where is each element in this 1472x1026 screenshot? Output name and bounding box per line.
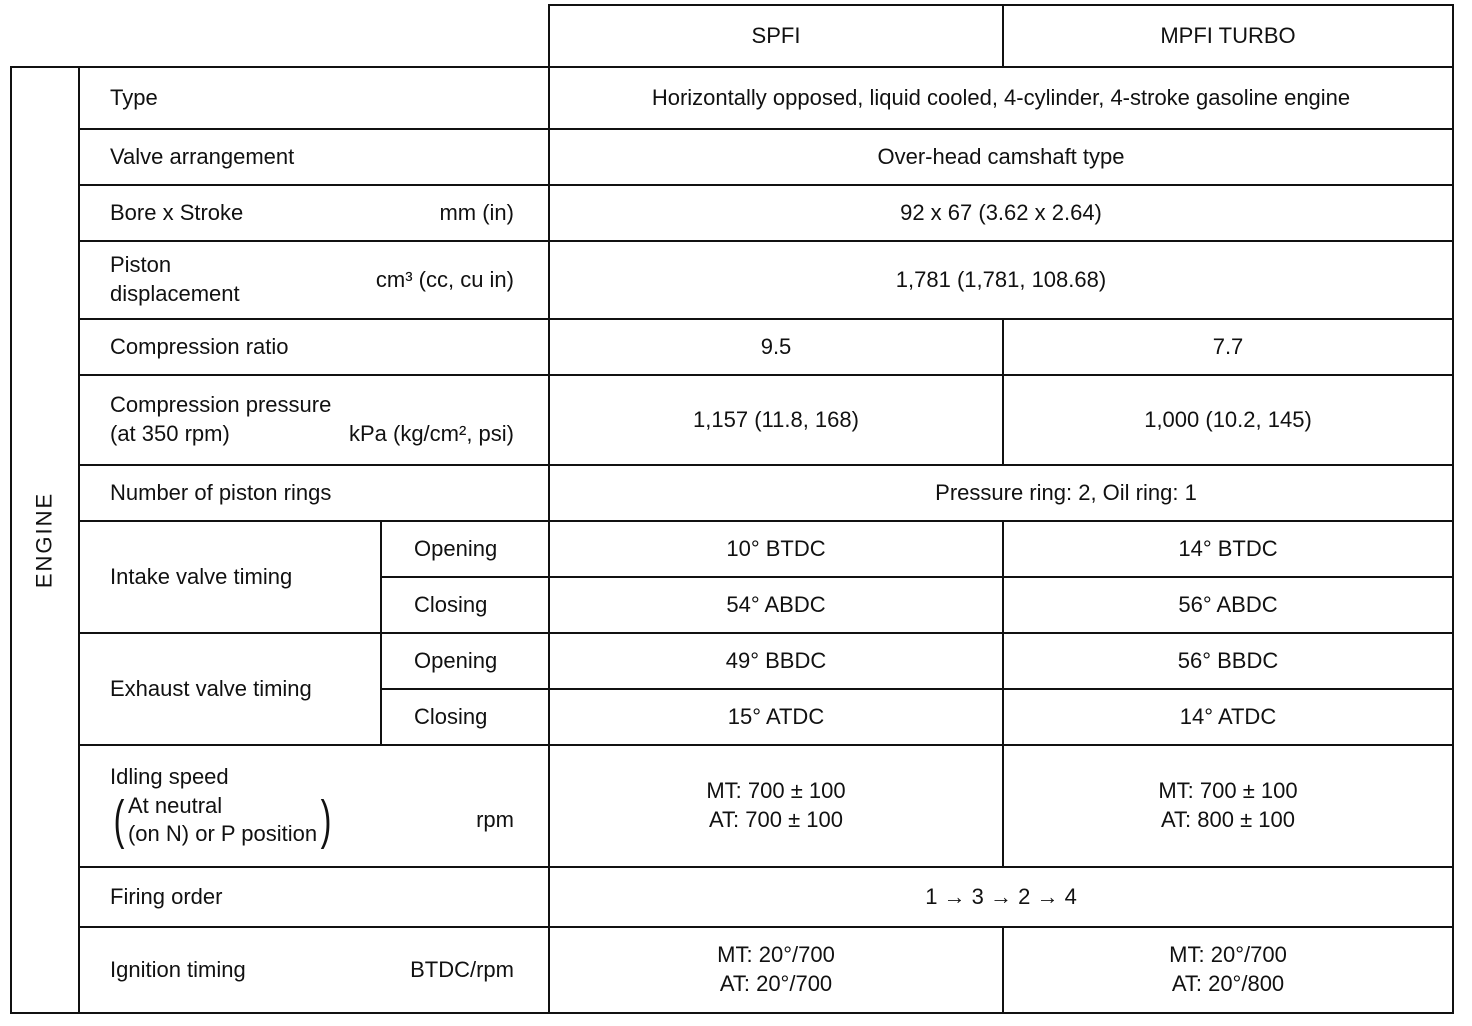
engine-spec-table bbox=[10, 4, 1454, 1014]
idling-speed-spfi bbox=[549, 745, 1003, 867]
idling-note-position: (on N) or P position bbox=[127, 821, 318, 847]
idling-speed-label: Idling speed bbox=[110, 764, 229, 790]
idling-speed-label-cell bbox=[79, 745, 549, 867]
idling-speed-unit: rpm bbox=[476, 807, 514, 832]
ignition-timing-label-cell bbox=[79, 927, 549, 1013]
open-paren-glyph: ( bbox=[113, 790, 125, 851]
ignition-timing-spfi bbox=[549, 927, 1003, 1013]
row-compression-ratio bbox=[11, 319, 1453, 375]
exhaust-opening-turbo: 56° BBDC bbox=[1003, 633, 1453, 689]
row-piston-displacement bbox=[11, 241, 1453, 319]
intake-closing-label: Closing bbox=[381, 577, 549, 633]
exhaust-closing-turbo: 14° ATDC bbox=[1003, 689, 1453, 745]
idling-speed-condition bbox=[110, 792, 335, 849]
row-ignition-timing bbox=[11, 927, 1453, 1013]
exhaust-closing-spfi: 15° ATDC bbox=[549, 689, 1003, 745]
intake-valve-timing-label: Intake valve timing bbox=[79, 521, 381, 633]
firing-order-value: 1 → 3 → 2 → 4 bbox=[549, 867, 1453, 927]
idling-spfi-mt: MT: 700 ± 100 bbox=[706, 778, 846, 804]
compression-ratio-turbo: 7.7 bbox=[1003, 319, 1453, 375]
header-row bbox=[11, 5, 1453, 67]
intake-opening-label: Opening bbox=[381, 521, 549, 577]
compression-pressure-label: Compression pressure bbox=[110, 392, 332, 418]
idling-spfi-at: AT: 700 ± 100 bbox=[709, 807, 843, 832]
intake-opening-spfi: 10° BTDC bbox=[549, 521, 1003, 577]
row-compression-pressure bbox=[11, 375, 1453, 465]
ignition-timing-label: Ignition timing bbox=[110, 956, 246, 982]
piston-rings-value: Pressure ring: 2, Oil ring: 1 bbox=[549, 465, 1453, 521]
valve-arrangement-value: Over-head camshaft type bbox=[549, 129, 1453, 185]
close-paren-glyph: ) bbox=[320, 790, 332, 851]
compression-pressure-label-cell bbox=[79, 375, 549, 465]
row-piston-rings bbox=[11, 465, 1453, 521]
ignition-timing-unit: BTDC/rpm bbox=[410, 956, 514, 982]
displacement-label: displacement bbox=[110, 281, 240, 306]
row-idling-speed bbox=[11, 745, 1453, 867]
compression-pressure-turbo: 1,000 (10.2, 145) bbox=[1003, 375, 1453, 465]
piston-displacement-value: 1,781 (1,781, 108.68) bbox=[549, 241, 1453, 319]
bore-stroke-label-cell bbox=[79, 185, 549, 241]
piston-label: Piston bbox=[110, 252, 172, 278]
compression-pressure-unit: kPa (kg/cm², psi) bbox=[348, 421, 514, 446]
idling-turbo-mt: MT: 700 ± 100 bbox=[1158, 778, 1298, 804]
ignition-turbo-mt: MT: 20°/700 bbox=[1169, 942, 1287, 968]
type-value: Horizontally opposed, liquid cooled, 4-cylinder, 4-stroke gasoline engine bbox=[549, 67, 1453, 129]
idling-note-neutral: At neutral bbox=[127, 792, 223, 818]
idling-speed-turbo bbox=[1003, 745, 1453, 867]
firing-order-label: Firing order bbox=[79, 867, 549, 927]
engine-section-cell bbox=[11, 67, 79, 1013]
piston-rings-label: Number of piston rings bbox=[79, 465, 549, 521]
engine-section-label: ENGINE bbox=[31, 491, 57, 589]
row-exhaust-opening bbox=[11, 633, 1453, 689]
idling-turbo-at: AT: 800 ± 100 bbox=[1161, 807, 1295, 832]
bore-stroke-label: Bore x Stroke bbox=[110, 199, 244, 225]
header-mpfi-turbo: MPFI TURBO bbox=[1003, 5, 1453, 67]
row-intake-opening bbox=[11, 521, 1453, 577]
type-label: Type bbox=[79, 67, 549, 129]
compression-pressure-rpm: (at 350 rpm) bbox=[110, 421, 230, 446]
bore-stroke-unit: mm (in) bbox=[439, 199, 514, 225]
header-spfi: SPFI bbox=[549, 5, 1003, 67]
valve-arrangement-label: Valve arrangement bbox=[79, 129, 549, 185]
exhaust-closing-label: Closing bbox=[381, 689, 549, 745]
intake-closing-spfi: 54° ABDC bbox=[549, 577, 1003, 633]
exhaust-opening-label: Opening bbox=[381, 633, 549, 689]
piston-displacement-unit: cm³ (cc, cu in) bbox=[375, 266, 514, 292]
ignition-turbo-at: AT: 20°/800 bbox=[1171, 971, 1285, 996]
ignition-timing-turbo bbox=[1003, 927, 1453, 1013]
header-blank bbox=[11, 5, 549, 67]
ignition-spfi-at: AT: 20°/700 bbox=[719, 971, 833, 996]
piston-displacement-label-cell bbox=[79, 241, 549, 319]
exhaust-valve-timing-label: Exhaust valve timing bbox=[79, 633, 381, 745]
row-bore-stroke bbox=[11, 185, 1453, 241]
row-firing-order bbox=[11, 867, 1453, 927]
ignition-spfi-mt: MT: 20°/700 bbox=[717, 942, 835, 968]
bore-stroke-value: 92 x 67 (3.62 x 2.64) bbox=[549, 185, 1453, 241]
intake-opening-turbo: 14° BTDC bbox=[1003, 521, 1453, 577]
row-type bbox=[11, 67, 1453, 129]
exhaust-opening-spfi: 49° BBDC bbox=[549, 633, 1003, 689]
compression-ratio-spfi: 9.5 bbox=[549, 319, 1003, 375]
compression-pressure-spfi: 1,157 (11.8, 168) bbox=[549, 375, 1003, 465]
intake-closing-turbo: 56° ABDC bbox=[1003, 577, 1453, 633]
compression-ratio-label: Compression ratio bbox=[79, 319, 549, 375]
row-valve-arrangement bbox=[11, 129, 1453, 185]
